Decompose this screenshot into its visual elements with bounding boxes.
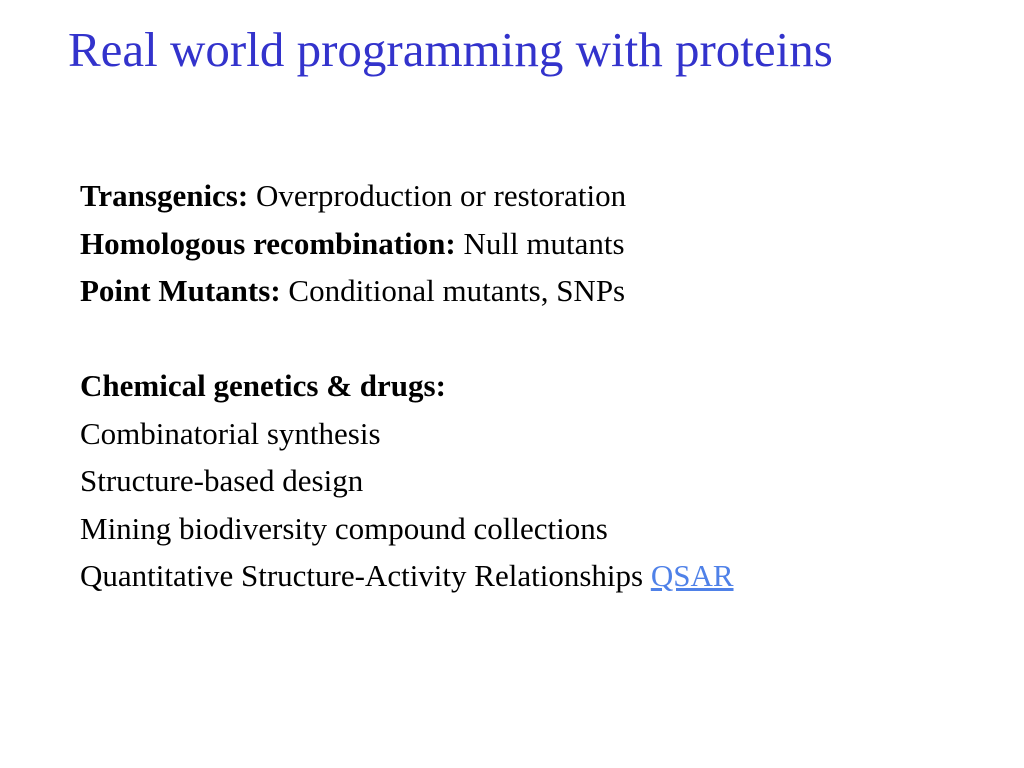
approach-description: Overproduction or restoration bbox=[255, 178, 627, 213]
slide-body bbox=[80, 172, 734, 600]
qsar-link[interactable]: QSAR bbox=[650, 558, 734, 593]
approach-term: Homologous recombination: bbox=[80, 225, 456, 261]
approach-description: Conditional mutants, SNPs bbox=[288, 273, 626, 308]
chemical-item-text: Quantitative Structure-Activity Relationships bbox=[80, 558, 644, 593]
approach-transgenics bbox=[80, 172, 734, 220]
approach-description: Null mutants bbox=[463, 225, 625, 261]
approach-homologous-recombination bbox=[80, 220, 734, 268]
chemical-item: Mining biodiversity compound collections bbox=[80, 510, 608, 546]
chemical-item: Combinatorial synthesis bbox=[80, 415, 381, 451]
approach-term: Transgenics: bbox=[80, 178, 249, 213]
approach-point-mutants bbox=[80, 267, 734, 315]
spacer bbox=[80, 315, 734, 363]
approach-term: Point Mutants: bbox=[80, 273, 281, 308]
chemical-item-qsar bbox=[80, 552, 734, 600]
chemical-item: Structure-based design bbox=[80, 463, 364, 498]
slide-title: Real world programming with proteins bbox=[68, 22, 833, 77]
chemical-genetics-heading: Chemical genetics & drugs: bbox=[80, 368, 446, 403]
